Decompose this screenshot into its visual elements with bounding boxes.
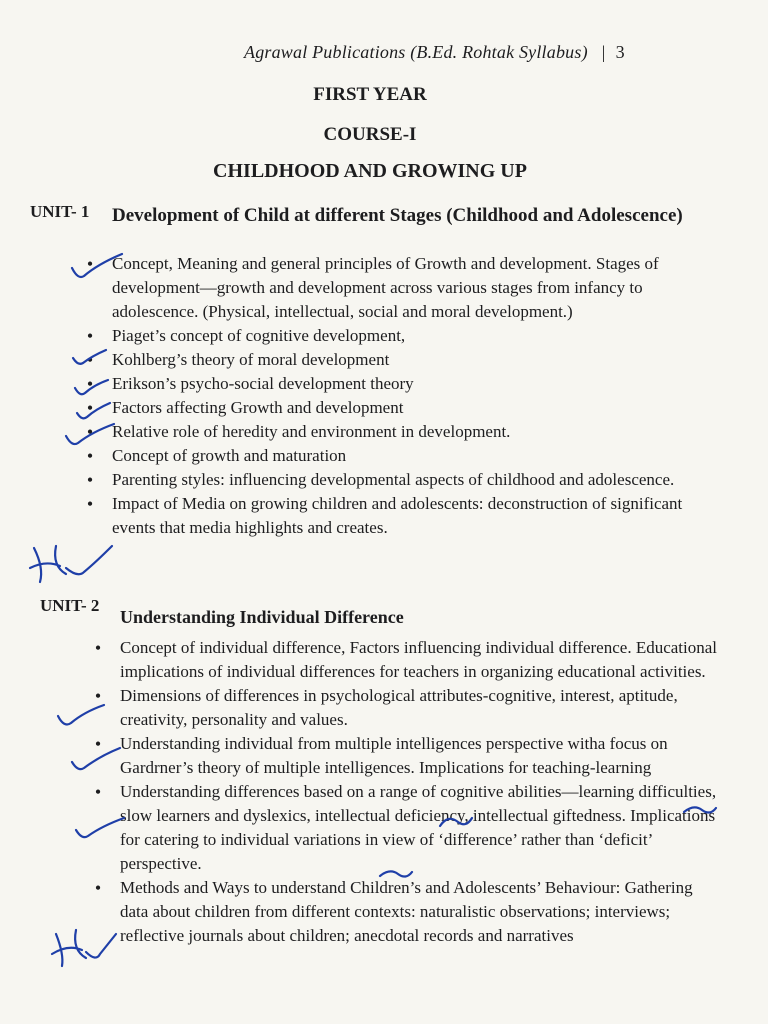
bullet-icon: • bbox=[94, 638, 102, 658]
topic-text: Concept of individual difference, Factors influencing individual difference. Educational implications of individual differences for teachers in organizing educational activities. bbox=[120, 638, 718, 681]
list-item bbox=[94, 684, 718, 732]
bullet-icon: • bbox=[94, 878, 102, 898]
topic-text: Erikson’s psycho-social development theory bbox=[112, 374, 414, 393]
subject-title: CHILDHOOD AND GROWING UP bbox=[213, 160, 527, 182]
bullet-icon: • bbox=[86, 398, 94, 418]
list-item bbox=[86, 324, 718, 348]
topic-text: Relative role of heredity and environment in development. bbox=[112, 422, 511, 441]
list-item bbox=[86, 420, 718, 444]
list-item bbox=[86, 396, 718, 420]
topic-text: Dimensions of differences in psychological attributes-cognitive, interest, aptitude, creativity, personality and values. bbox=[120, 686, 678, 729]
course-title: COURSE-I bbox=[323, 124, 417, 145]
bullet-icon: • bbox=[86, 350, 94, 370]
topic-text: Understanding individual from multiple intelligences perspective witha focus on Gardrner’s theory of multiple intelligences. Implications for teaching-learning bbox=[120, 734, 668, 777]
topic-text: Kohlberg’s theory of moral development bbox=[112, 350, 390, 369]
unit-1-topic-list bbox=[86, 252, 718, 540]
bullet-icon: • bbox=[94, 686, 102, 706]
topic-text: Concept of growth and maturation bbox=[112, 446, 347, 465]
unit-1-label: UNIT- 1 bbox=[30, 202, 90, 221]
topic-text: Parenting styles: influencing developmental aspects of childhood and adolescence. bbox=[112, 470, 675, 489]
bullet-icon: • bbox=[94, 782, 102, 802]
unit-2-title: Understanding Individual Difference bbox=[120, 607, 404, 627]
topic-text: Concept, Meaning and general principles of Growth and development. Stages of development—growth and development across various stages from infancy to adolescence. (Physical, intellectual, social and moral development.) bbox=[112, 254, 659, 321]
list-item bbox=[94, 876, 718, 948]
list-item bbox=[86, 252, 718, 324]
unit-2-topic-list bbox=[94, 636, 718, 948]
topic-text: Understanding differences based on a range of cognitive abilities—learning difficulties, slow learners and dyslexics, intellectual deficiency, intellectual giftedness. Implications for catering to individual variations in view of ‘difference’ rather than ‘deficit’ perspective. bbox=[120, 782, 717, 873]
bullet-icon: • bbox=[86, 254, 94, 274]
bullet-icon: • bbox=[86, 494, 94, 514]
unit-2-label: UNIT- 2 bbox=[40, 596, 100, 615]
handwritten-star-mark-icon bbox=[50, 924, 120, 972]
page-number: 3 bbox=[615, 42, 625, 62]
list-item bbox=[86, 372, 718, 396]
topic-text: Factors affecting Growth and development bbox=[112, 398, 404, 417]
list-item bbox=[86, 492, 718, 540]
running-header bbox=[244, 42, 724, 63]
list-item bbox=[94, 780, 718, 876]
bullet-icon: • bbox=[86, 422, 94, 442]
handwritten-star-mark-icon bbox=[26, 538, 116, 586]
list-item bbox=[86, 444, 718, 468]
header-separator: | bbox=[601, 42, 606, 62]
unit-1-title: Development of Child at different Stages (Childhood and Adolescence) bbox=[112, 205, 683, 226]
topic-text: Methods and Ways to understand Children’s and Adolescents’ Behaviour: Gathering data about children from different contexts: naturalistic observations; interviews; reflective journals about children; anecdotal records and narratives bbox=[120, 878, 693, 945]
bullet-icon: • bbox=[86, 470, 94, 490]
bullet-icon: • bbox=[86, 446, 94, 466]
bullet-icon: • bbox=[94, 734, 102, 754]
bullet-icon: • bbox=[86, 374, 94, 394]
topic-text: Piaget’s concept of cognitive development, bbox=[112, 326, 406, 345]
list-item bbox=[94, 732, 718, 780]
bullet-icon: • bbox=[86, 326, 94, 346]
publication-name: Agrawal Publications (B.Ed. Rohtak Syllabus) bbox=[244, 42, 588, 62]
year-title: FIRST YEAR bbox=[313, 84, 427, 105]
list-item bbox=[86, 468, 718, 492]
topic-text: Impact of Media on growing children and adolescents: deconstruction of significant events that media highlights and creates. bbox=[112, 494, 683, 537]
list-item bbox=[94, 636, 718, 684]
list-item bbox=[86, 348, 718, 372]
